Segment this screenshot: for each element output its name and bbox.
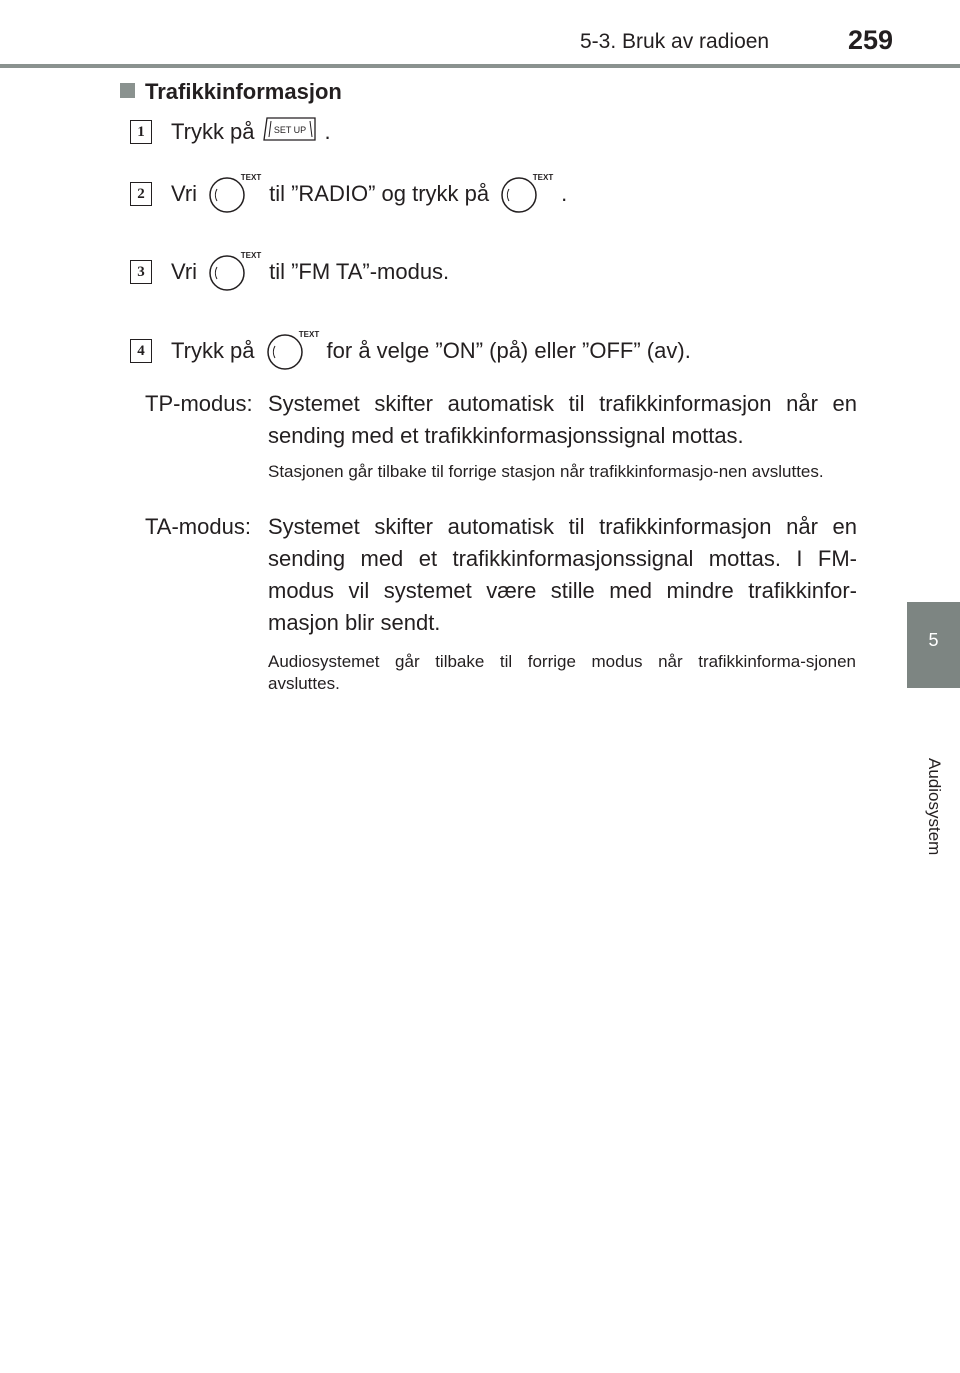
step-number: 2 bbox=[130, 182, 152, 206]
step-text: . bbox=[561, 181, 568, 206]
ta-mode-note: Audiosystemet går tilbake til forrige modus når trafikkinforma-sjonen avsluttes. bbox=[268, 652, 856, 693]
mode-term: TP-modus: bbox=[145, 391, 253, 416]
chapter-tab-number: 5 bbox=[928, 630, 939, 650]
header-section-title: 5-3. Bruk av radioen bbox=[580, 30, 770, 53]
text-knob-icon bbox=[203, 252, 263, 292]
mode-description: Systemet skifter automatisk til trafikkinformasjon når en sending med et trafikkinformasjonssignal mottas. I FM-modus vil systemet være stille med mindre trafikkinfor-masjon blir sendt. bbox=[268, 514, 857, 635]
knob-label: TEXT bbox=[240, 174, 262, 182]
knob-label: TEXT bbox=[532, 174, 554, 182]
step-4 bbox=[130, 331, 691, 371]
knob-label: TEXT bbox=[298, 331, 319, 339]
setup-button-icon bbox=[261, 115, 319, 149]
step-text: Vri bbox=[171, 259, 198, 284]
mode-description: Systemet skifter automatisk til trafikkinformasjon når en sending med et trafikkinformasjonssignal mottas. bbox=[268, 391, 857, 448]
step-number: 4 bbox=[130, 339, 152, 363]
step-3 bbox=[130, 252, 449, 292]
section-title-text: Trafikkinformasjon bbox=[145, 79, 342, 104]
knob-label: TEXT bbox=[240, 252, 262, 260]
step-2 bbox=[130, 174, 567, 214]
ta-mode-definition bbox=[145, 511, 857, 639]
step-number: 3 bbox=[130, 260, 152, 284]
chapter-tab-label: Audiosystem bbox=[925, 758, 944, 856]
text-knob-icon bbox=[261, 331, 321, 371]
step-text: Trykk på bbox=[171, 338, 255, 363]
mode-term: TA-modus: bbox=[145, 514, 251, 539]
section-bullet-icon bbox=[120, 83, 135, 98]
page-number: 259 bbox=[848, 25, 894, 55]
step-text: for å velge ”ON” (på) eller ”OFF” (av). bbox=[326, 338, 691, 363]
tp-mode-note: Stasjonen går tilbake til forrige stasjon når trafikkinformasjo-nen avsluttes. bbox=[268, 462, 824, 481]
header-divider bbox=[0, 64, 960, 68]
step-text: til ”RADIO” og trykk på bbox=[269, 181, 490, 206]
text-knob-icon bbox=[495, 174, 555, 214]
step-text: . bbox=[324, 119, 331, 144]
step-text: Vri bbox=[171, 181, 198, 206]
setup-button-label: SET UP bbox=[273, 125, 306, 135]
section-title bbox=[120, 79, 342, 105]
step-number: 1 bbox=[130, 120, 152, 144]
step-text: Trykk på bbox=[171, 119, 255, 144]
step-text: til ”FM TA”-modus. bbox=[269, 259, 450, 284]
text-knob-icon bbox=[203, 174, 263, 214]
step-1 bbox=[130, 112, 331, 152]
tp-mode-definition bbox=[145, 388, 857, 452]
